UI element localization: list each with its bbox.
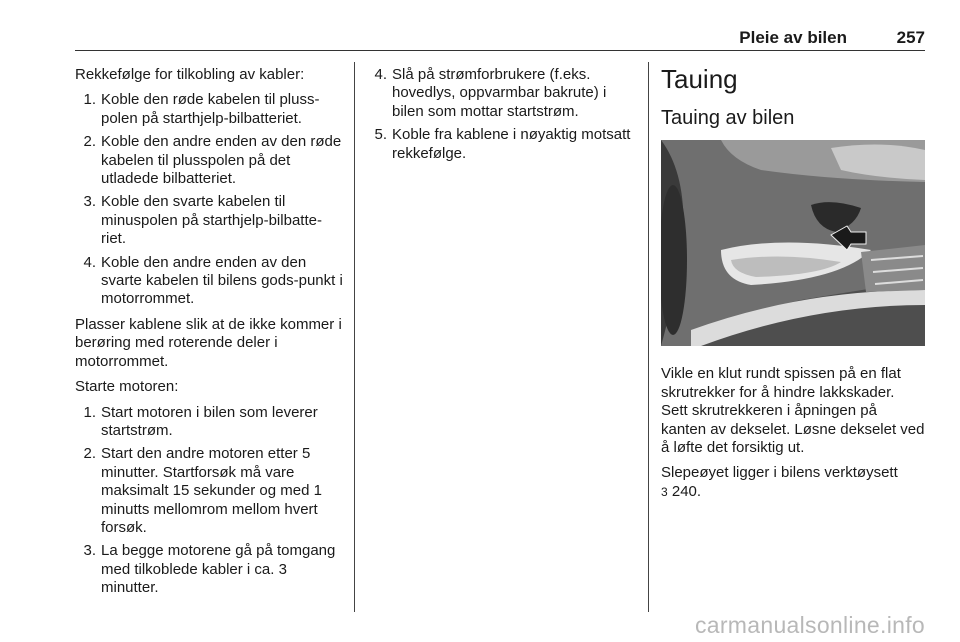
header-title: Pleie av bilen	[739, 28, 847, 47]
list-item: 4. Slå på strømforbrukere (f.eks. hovedlys, oppvarmbar bakrute) i bilen som mottar startstrøm.	[374, 66, 607, 120]
column-divider-1	[354, 62, 355, 612]
column-divider-2	[648, 62, 649, 612]
page-reference-icon: 3	[661, 484, 668, 499]
tow-eye-text: Slepeøyet ligger i bilens verktøysett	[661, 464, 898, 482]
list-item: 1. Start motoren i bilen som leverer startstrøm.	[83, 403, 318, 439]
page-reference-link[interactable]: 240.	[671, 482, 702, 500]
list-item: 2. Koble den andre enden av den røde kabelen til plusspolen på det utladede bilbatteriet.	[83, 133, 342, 188]
column-2	[366, 66, 634, 170]
start-engine-intro: Starte motoren:	[75, 378, 179, 396]
page-header	[75, 28, 925, 50]
list-item: 2. Start den andre motoren etter 5 minutter. Startforsøk må vare maksimalt 15 sekunder og med 1 minutts mellomrom mellom hvert forsøk.	[83, 445, 322, 536]
subsection-heading: Tauing av bilen	[661, 107, 795, 129]
column-1	[75, 66, 343, 605]
connection-order-intro: Rekkefølge for tilkobling av kabler:	[75, 66, 305, 83]
list-item: 3. Koble den svarte kabelen til minuspolen på starthjelp-bilbatte-riet.	[83, 193, 322, 248]
jump-start-steps-continued	[366, 66, 634, 163]
list-item: 3. La begge motorene gå på tomgang med tilkoblede kabler i ca. 3 minutter.	[83, 542, 336, 597]
watermark: carmanualsonline.info	[694, 612, 925, 638]
bumper-cover-illustration	[661, 140, 925, 346]
header-rule	[75, 50, 925, 51]
cable-placement-paragraph: Plasser kablene slik at de ikke kommer i berøring med roterende deler i motorrommet.	[75, 315, 342, 370]
list-item: 5. Koble fra kablene i nøyaktig motsatt rekkefølge.	[374, 126, 631, 162]
section-heading: Tauing	[661, 64, 738, 94]
connection-steps	[75, 91, 343, 308]
start-steps	[75, 404, 343, 598]
removal-instructions: Vikle en klut rundt spissen på en flat skrutrekker for å hindre lakkskader. Sett skrutrekkeren i åpningen på kanten av dekselet. Løsne dekselet ved å løfte det forsiktig ut.	[661, 365, 925, 457]
list-item: 1. Koble den røde kabelen til pluss-polen på starthjelp-bilbatteriet.	[83, 91, 320, 127]
column-3	[661, 64, 925, 508]
page-number: 257	[896, 28, 925, 47]
list-item: 4. Koble den andre enden av den svarte kabelen til bilens gods-punkt i motorrommet.	[83, 253, 343, 308]
tow-eye-location	[661, 464, 925, 501]
